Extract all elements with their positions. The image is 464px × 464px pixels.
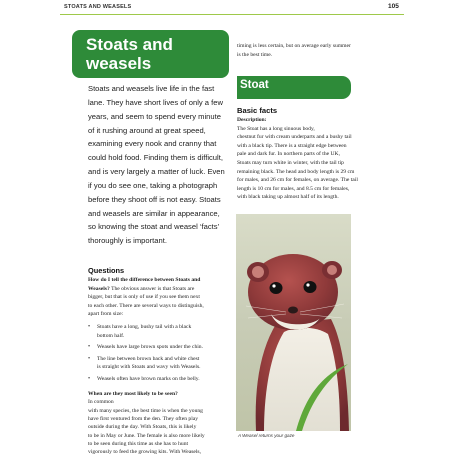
facts-line: chestnut fur with cream underparts and a bushy tail bbox=[237, 134, 352, 141]
title-line-2: weasels bbox=[86, 54, 152, 73]
question-1-line: apart from size: bbox=[88, 311, 124, 318]
intro-line: before they shoot off is not easy. Stoats bbox=[88, 194, 221, 204]
question-2-bold: When are they most likely to be seen? bbox=[88, 391, 178, 397]
description-label: Description: bbox=[237, 117, 267, 123]
section-title: Stoat bbox=[240, 79, 269, 91]
facts-line bbox=[237, 116, 387, 133]
facts-line: pale and dark fur. In northern parts of the UK, bbox=[237, 151, 340, 158]
facts-line: Stoats may turn white in winter, with the tail tip bbox=[237, 159, 344, 166]
question-2-line: have first ventured from the den. They often play bbox=[88, 416, 199, 423]
list-item bbox=[88, 355, 234, 372]
list-item-line: • Stoats have a long, bushy tail with a black bbox=[97, 324, 192, 330]
list-item-line: bottom half. bbox=[97, 332, 125, 339]
question-2-line: to be in May or June. The female is also more likely bbox=[88, 432, 205, 439]
question-2-text: In common bbox=[88, 399, 114, 406]
question-2 bbox=[88, 390, 238, 457]
intro-line: examining every nook and cranny that bbox=[88, 139, 217, 149]
intro-paragraph bbox=[88, 82, 228, 248]
question-1-line: to each other. There are several ways to distinguish, bbox=[88, 302, 204, 309]
facts-line: remaining black. The head and body length is 29 cm bbox=[237, 168, 355, 175]
question-2-line: with many species, the best time is when the young bbox=[88, 407, 203, 414]
header-rule bbox=[60, 14, 404, 15]
questions-heading: Questions bbox=[88, 266, 125, 275]
question-1-line: bigger, but that is only of use if you see them next bbox=[88, 294, 200, 301]
question-1-bold: How do I tell the difference between Stoats and bbox=[88, 277, 201, 283]
question-2-line: vigorously to feed the growing kits. With Weasels, bbox=[88, 449, 201, 456]
continuation-line: is the best time. bbox=[237, 52, 273, 58]
intro-line: if you do see one, taking a photograph bbox=[88, 180, 218, 190]
difference-list bbox=[88, 323, 234, 387]
facts-line: with a black tip. There is a straight edge between bbox=[237, 142, 347, 149]
intro-line: and is very largely a matter of luck. Even bbox=[88, 167, 225, 177]
intro-line: so knowing the stoat and weasel ‘facts’ bbox=[88, 222, 220, 232]
facts-line: for males, and 26 cm for females, on average. The tail bbox=[237, 177, 358, 184]
intro-line: of it rushing around at great speed, bbox=[88, 125, 206, 135]
facts-text: The Stoat has a long sinuous body, bbox=[237, 125, 315, 132]
facts-line: with black taking up almost half of its length. bbox=[237, 194, 339, 201]
running-header: STOATS AND WEASELS bbox=[64, 4, 132, 10]
list-item-line: is straight with Stoats and wavy with Weasels. bbox=[97, 364, 201, 371]
list-item bbox=[88, 343, 234, 352]
intro-line: could hold food. Finding them is difficult, bbox=[88, 153, 223, 163]
intro-line: years, and seem to spend every minute bbox=[88, 111, 221, 121]
question-1 bbox=[88, 276, 238, 319]
basic-facts-text bbox=[237, 116, 387, 202]
question-2-line bbox=[88, 390, 238, 407]
question-1-line bbox=[88, 276, 238, 285]
intro-line: thoroughly is important. bbox=[88, 236, 167, 246]
list-item bbox=[88, 375, 234, 384]
question-2-line: outside during the day. With Stoats, this is likely bbox=[88, 424, 197, 431]
weasel-photo bbox=[236, 214, 351, 431]
intro-line: Stoats and weasels live life in the fast bbox=[88, 84, 215, 93]
intro-line: lane. They have short lives of only a few bbox=[88, 97, 223, 107]
list-item-line: • Weasels have large brown spots under the chin. bbox=[97, 344, 204, 351]
page-number: 105 bbox=[388, 3, 399, 10]
question-2-line: to be seen during this time as she has to hunt bbox=[88, 441, 189, 448]
continuation-text bbox=[237, 42, 387, 60]
intro-line: and weasels are similar in appearance, bbox=[88, 208, 220, 218]
photo-caption: A Weasel returns your gaze bbox=[238, 433, 295, 438]
question-1-text: The obvious answer is that Stoats are bbox=[109, 285, 195, 292]
continuation-line: timing is less certain, but on average early summer bbox=[237, 43, 351, 49]
list-item-line: • The line between brown back and white chest bbox=[97, 355, 200, 362]
question-1-line bbox=[88, 285, 238, 294]
title-line-1: Stoats and bbox=[86, 35, 173, 54]
list-item bbox=[88, 323, 234, 340]
basic-facts-heading: Basic facts bbox=[237, 106, 278, 115]
page-title bbox=[86, 35, 226, 73]
list-item-line: • Weasels often have brown marks on the belly. bbox=[97, 375, 200, 382]
question-1-bold: Weasels? bbox=[88, 285, 110, 292]
facts-line: length is 10 cm for males, and 8.5 cm for females, bbox=[237, 185, 350, 192]
